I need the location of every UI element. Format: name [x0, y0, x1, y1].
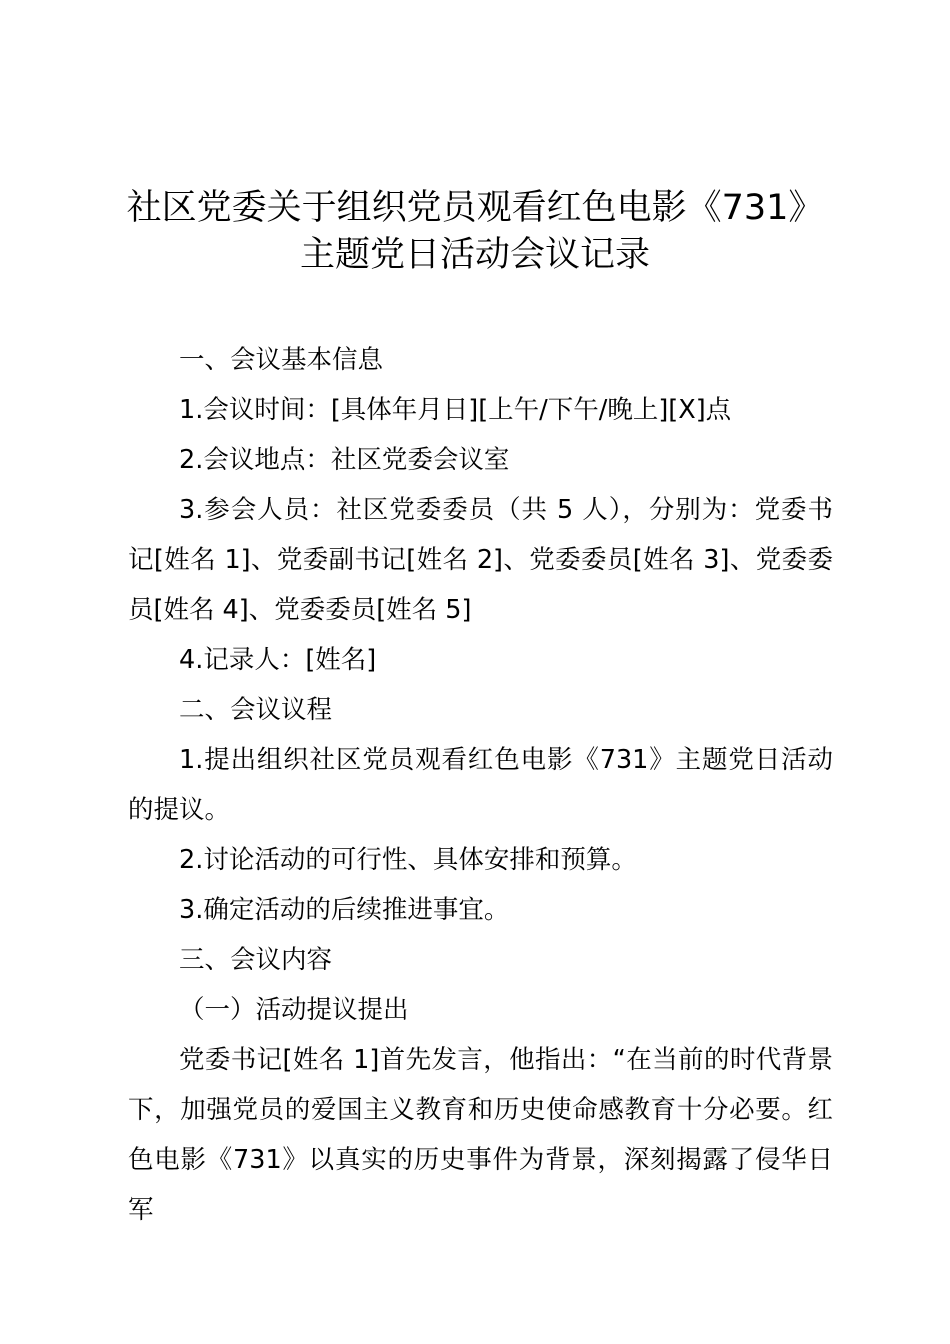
section-heading-agenda: 二、会议议程 — [179, 695, 333, 725]
document-body — [128, 335, 833, 1235]
meeting-recorder: 4.记录人：[姓名] — [179, 645, 377, 675]
subsection-heading-proposal: （一）活动提议提出 — [179, 995, 409, 1025]
agenda-item-2: 2.讨论活动的可行性、具体安排和预算。 — [179, 845, 637, 875]
agenda-item-3: 3.确定活动的后续推进事宜。 — [179, 895, 510, 925]
document-title-line-1: 社区党委关于组织党员观看红色电影《731》 — [126, 188, 824, 228]
proposal-paragraph: 党委书记[姓名 1]首先发言，他指出：“在当前的时代背景下，加强党员的爱国主义教育和历史使命感教育十分必要。红色电影《731》以真实的历史事件为背景，深刻揭露了侵华日军 — [128, 1045, 833, 1225]
meeting-location: 2.会议地点：社区党委会议室 — [179, 445, 510, 475]
meeting-attendees: 3.参会人员：社区党委委员（共 5 人），分别为：党委书记[姓名 1]、党委副书记[姓名 2]、党委委员[姓名 3]、党委委员[姓名 4]、党委委员[姓名 5] — [128, 495, 833, 625]
section-heading-content: 三、会议内容 — [179, 945, 333, 975]
document-title-line-2: 主题党日活动会议记录 — [299, 235, 650, 275]
meeting-time: 1.会议时间：[具体年月日][上午/下午/晚上][X]点 — [179, 395, 732, 425]
agenda-item-1: 1.提出组织社区党员观看红色电影《731》主题党日活动的提议。 — [128, 745, 833, 825]
section-heading-basic-info: 一、会议基本信息 — [179, 345, 384, 375]
